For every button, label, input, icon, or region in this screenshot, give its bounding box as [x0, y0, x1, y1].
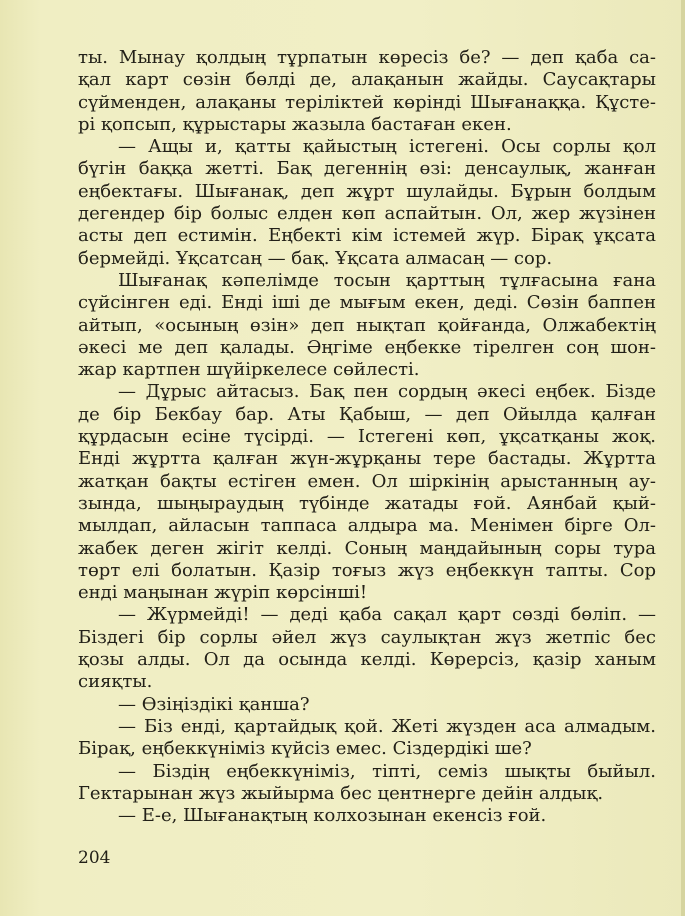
text-line: төрт елі болатын. Қазір тоғыз жүз еңбеккүн тапты. Сор: [78, 559, 656, 581]
text-line: сүйсінген еді. Енді іші де мығым екен, деді. Сөзін баппен: [78, 292, 656, 314]
text-line: Бірақ, еңбеккүніміз күйсіз емес. Сіздердікі ше?: [78, 738, 532, 760]
text-line: Шығанақ кәпелімде тосын қарттың тұлғасына ғана: [118, 269, 656, 291]
text-line: — Біз енді, қартайдық қой. Жеті жүзден аса алмадым.: [118, 715, 656, 737]
text-line: рі қопсып, құрыстары жазыла бастаған екен.: [78, 113, 512, 135]
text-line: енді маңынан жүріп көрсінші!: [78, 582, 368, 604]
text-line: дегендер бір болыс елден көп аспайтын. Ол, жер жүзінен: [78, 203, 656, 225]
page-number: 204: [78, 848, 111, 868]
text-line: ты. Мынау қолдың тұрпатын көресіз бе? — деп қаба са-: [78, 47, 656, 68]
text-line: сүйменден, алақаны теріліктей көрінді Шығанаққа. Құсте-: [78, 91, 656, 113]
text-line: жабек деген жігіт келді. Соның маңдайының соры тура: [78, 537, 656, 559]
text-line: Біздегі бір сорлы әйел жүз саулықтан жүз жетпіс бес: [78, 626, 656, 648]
text-line: асты деп естимін. Еңбекті кім істемей жүр. Бірақ ұқсата: [78, 225, 656, 247]
text-line: әкесі ме деп қалады. Әңгіме еңбекке тірелген соң шон-: [78, 336, 656, 358]
text-line: қал карт сөзін бөлді де, алақанын жайды. Саусақтары: [78, 69, 656, 91]
text-line: де бір Бекбау бар. Аты Қабыш, — деп Ойылда қалған: [78, 403, 656, 425]
text-line: сияқты.: [78, 671, 153, 693]
page-body-text: [78, 47, 656, 827]
text-line: — Е-е, Шығанақтың колхозынан екенсіз ғой.: [118, 805, 547, 827]
text-line: бермейді. Ұқсатсаң — бақ. Ұқсата алмасаң — сор.: [78, 247, 553, 269]
text-line: Гектарынан жүз жыйырма бес центнерге дейін алдық.: [78, 782, 604, 804]
text-line: — Жүрмейді! — деді қаба сақал қарт сөзді бөліп. —: [118, 604, 656, 626]
text-line: — Ащы и, қатты қайыстың істегені. Осы сорлы қол: [118, 136, 656, 158]
text-line: еңбектағы. Шығанақ, деп жұрт шулайды. Бұрын болдым: [78, 180, 656, 202]
text-line: айтып, «осының өзін» деп нықтап қойғанда, Олжабектің: [78, 314, 656, 336]
text-line: — Біздің еңбеккүніміз, тіпті, семіз шықты быйыл.: [118, 760, 656, 782]
text-line: зында, шыңыраудың түбінде жатады ғой. Аянбай қый-: [78, 492, 656, 514]
text-line: қозы алды. Ол да осында келді. Көрерсіз, қазір ханым: [78, 649, 656, 671]
page-edge-shadow: [681, 0, 685, 916]
text-line: жар картпен шүйіркелесе сөйлесті.: [78, 359, 420, 381]
text-line: — Өзіңіздікі қанша?: [118, 693, 310, 715]
text-line: мылдап, айласын таппаса алдыра ма. Менімен бірге Ол-: [78, 515, 656, 537]
text-line: — Дұрыс айтасыз. Бақ пен сордың әкесі еңбек. Бізде: [118, 381, 656, 403]
text-line: құрдасын есіне түсірді. — Істегені көп, ұқсатқаны жоқ.: [78, 426, 656, 448]
text-line: Енді жұртта қалған жүн-жұрқаны тере бастады. Жұртта: [78, 448, 656, 470]
text-line: жатқан бақты естіген емен. Ол шіркінің арыстанның ау-: [78, 470, 656, 492]
text-line: бүгін баққа жетті. Бақ дегеннің өзі: денсаулық, жанған: [78, 158, 656, 180]
